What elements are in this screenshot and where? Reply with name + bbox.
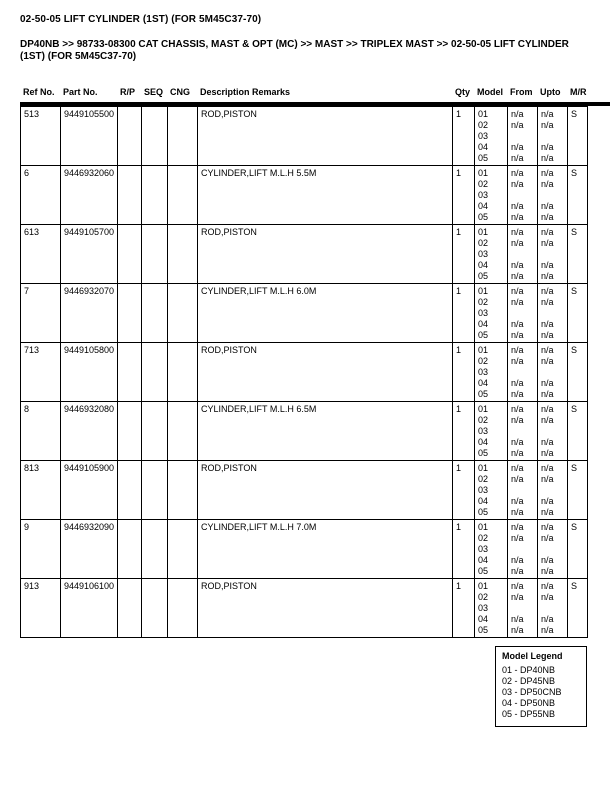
upto-cell-line: n/a: [541, 212, 554, 222]
model-legend-container: [20, 646, 587, 727]
from-cell: [508, 520, 538, 579]
upto-cell-line: n/a: [541, 592, 554, 602]
from-cell-line: [511, 131, 536, 142]
from-cell: [508, 343, 538, 402]
model-cell: [475, 461, 508, 520]
mr-value: S: [571, 463, 578, 473]
model-cell: [475, 107, 508, 166]
model-cell-line: 01: [478, 109, 489, 119]
upto-cell-line: n/a: [541, 271, 554, 281]
from-cell-line: [511, 485, 536, 496]
upto-cell-line: n/a: [541, 297, 554, 307]
upto-cell-line: n/a: [541, 120, 554, 130]
model-cell: [475, 284, 508, 343]
mr-cell: [568, 343, 588, 402]
from-cell: [508, 284, 538, 343]
description-cell: CYLINDER,LIFT M.L.H 6.0M: [198, 284, 453, 343]
upto-cell-line: n/a: [541, 356, 554, 366]
qty-cell: 1: [453, 225, 475, 284]
seq-cell: [142, 225, 168, 284]
from-cell-line: n/a: [511, 592, 524, 602]
from-cell-line: [511, 249, 536, 260]
model-cell-line: 03: [478, 308, 489, 318]
model-legend-item: 05 - DP55NB: [502, 709, 556, 719]
upto-cell-line: [541, 249, 566, 260]
from-cell-line: n/a: [511, 437, 524, 447]
model-cell-line: 02: [478, 356, 489, 366]
from-cell: [508, 225, 538, 284]
upto-cell-line: n/a: [541, 179, 554, 189]
from-cell-line: n/a: [511, 389, 524, 399]
model-cell-line: 05: [478, 389, 489, 399]
column-header: Description Remarks: [200, 87, 291, 97]
from-cell: [508, 461, 538, 520]
model-cell-line: 05: [478, 271, 489, 281]
mr-cell: [568, 579, 588, 638]
mr-value: S: [571, 345, 578, 355]
table-row: [21, 520, 588, 579]
upto-cell-line: n/a: [541, 201, 554, 211]
model-cell-line: 04: [478, 555, 489, 565]
from-cell-line: [511, 190, 536, 201]
model-legend-item: 02 - DP45NB: [502, 676, 556, 686]
part-no-cell: 9449105700: [61, 225, 118, 284]
table-header-row: [20, 87, 587, 100]
model-cell-line: 03: [478, 544, 489, 554]
mr-cell: [568, 107, 588, 166]
model-cell: [475, 166, 508, 225]
from-cell-line: n/a: [511, 260, 524, 270]
upto-cell-line: [541, 131, 566, 142]
model-cell-line: 02: [478, 415, 489, 425]
seq-cell: [142, 166, 168, 225]
column-header: Upto: [540, 87, 561, 97]
cng-cell: [168, 402, 198, 461]
column-header: M/R: [570, 87, 587, 97]
rp-cell: [118, 343, 142, 402]
model-cell-line: 01: [478, 345, 489, 355]
upto-cell-line: n/a: [541, 404, 554, 414]
ref-no-cell: 7: [21, 284, 61, 343]
from-cell-line: n/a: [511, 448, 524, 458]
upto-cell-line: n/a: [541, 625, 554, 635]
mr-cell: [568, 461, 588, 520]
upto-cell-line: n/a: [541, 168, 554, 178]
model-cell-line: 03: [478, 367, 489, 377]
cng-cell: [168, 225, 198, 284]
rp-cell: [118, 225, 142, 284]
mr-value: S: [571, 404, 578, 414]
model-cell-line: 02: [478, 533, 489, 543]
from-cell-line: [511, 308, 536, 319]
part-no-cell: 9446932060: [61, 166, 118, 225]
mr-cell: [568, 284, 588, 343]
mr-value: S: [571, 168, 578, 178]
parts-table-body: [21, 107, 588, 638]
model-cell-line: 04: [478, 496, 489, 506]
description-cell: CYLINDER,LIFT M.L.H 6.5M: [198, 402, 453, 461]
part-no-cell: 9446932070: [61, 284, 118, 343]
qty-cell: 1: [453, 520, 475, 579]
model-cell-line: 01: [478, 463, 489, 473]
description-cell: ROD,PISTON: [198, 579, 453, 638]
model-cell: [475, 343, 508, 402]
part-no-cell: 9449105800: [61, 343, 118, 402]
upto-cell-line: n/a: [541, 566, 554, 576]
model-cell-line: 01: [478, 168, 489, 178]
description-cell: ROD,PISTON: [198, 461, 453, 520]
model-cell-line: 02: [478, 120, 489, 130]
part-no-cell: 9449105500: [61, 107, 118, 166]
model-cell-line: 03: [478, 485, 489, 495]
cng-cell: [168, 579, 198, 638]
upto-cell-line: n/a: [541, 415, 554, 425]
model-cell: [475, 225, 508, 284]
page-title: 02-50-05 LIFT CYLINDER (1ST) (FOR 5M45C37-70): [20, 14, 262, 25]
from-cell-line: [511, 426, 536, 437]
from-cell-line: n/a: [511, 286, 524, 296]
table-row: [21, 461, 588, 520]
description-cell: ROD,PISTON: [198, 343, 453, 402]
table-row: [21, 225, 588, 284]
upto-cell: [538, 520, 568, 579]
from-cell-line: n/a: [511, 555, 524, 565]
from-cell-line: n/a: [511, 507, 524, 517]
upto-cell-line: n/a: [541, 533, 554, 543]
from-cell-line: n/a: [511, 463, 524, 473]
cng-cell: [168, 461, 198, 520]
upto-cell: [538, 284, 568, 343]
qty-cell: 1: [453, 579, 475, 638]
from-cell-line: n/a: [511, 109, 524, 119]
model-cell-line: 03: [478, 249, 489, 259]
qty-cell: 1: [453, 166, 475, 225]
description-cell: CYLINDER,LIFT M.L.H 5.5M: [198, 166, 453, 225]
cng-cell: [168, 284, 198, 343]
seq-cell: [142, 107, 168, 166]
seq-cell: [142, 284, 168, 343]
table-row: [21, 284, 588, 343]
upto-cell-line: [541, 426, 566, 437]
cng-cell: [168, 166, 198, 225]
model-cell: [475, 579, 508, 638]
upto-cell-line: n/a: [541, 507, 554, 517]
upto-cell-line: [541, 544, 566, 555]
from-cell-line: n/a: [511, 142, 524, 152]
mr-cell: [568, 166, 588, 225]
mr-value: S: [571, 109, 578, 119]
seq-cell: [142, 461, 168, 520]
upto-cell-line: n/a: [541, 581, 554, 591]
model-cell-line: 03: [478, 190, 489, 200]
model-legend-item: 04 - DP50NB: [502, 698, 556, 708]
upto-cell-line: [541, 190, 566, 201]
model-cell-line: 04: [478, 260, 489, 270]
parts-table: [20, 106, 588, 638]
cng-cell: [168, 520, 198, 579]
qty-cell: 1: [453, 343, 475, 402]
upto-cell: [538, 461, 568, 520]
ref-no-cell: 8: [21, 402, 61, 461]
from-cell-line: n/a: [511, 168, 524, 178]
from-cell-line: n/a: [511, 271, 524, 281]
table-row: [21, 166, 588, 225]
from-cell-line: n/a: [511, 330, 524, 340]
upto-cell-line: n/a: [541, 437, 554, 447]
upto-cell: [538, 402, 568, 461]
model-cell-line: 02: [478, 238, 489, 248]
from-cell-line: n/a: [511, 179, 524, 189]
cng-cell: [168, 343, 198, 402]
from-cell-line: n/a: [511, 120, 524, 130]
table-row: [21, 343, 588, 402]
upto-cell-line: n/a: [541, 319, 554, 329]
upto-cell-line: n/a: [541, 330, 554, 340]
upto-cell-line: n/a: [541, 614, 554, 624]
from-cell: [508, 107, 538, 166]
upto-cell-line: [541, 603, 566, 614]
upto-cell-line: n/a: [541, 286, 554, 296]
model-cell-line: 03: [478, 603, 489, 613]
model-cell-line: 01: [478, 286, 489, 296]
upto-cell-line: n/a: [541, 153, 554, 163]
model-cell-line: 04: [478, 142, 489, 152]
from-cell-line: n/a: [511, 297, 524, 307]
description-cell: ROD,PISTON: [198, 107, 453, 166]
model-legend-item: 01 - DP40NB: [502, 665, 556, 675]
upto-cell: [538, 343, 568, 402]
ref-no-cell: 613: [21, 225, 61, 284]
seq-cell: [142, 520, 168, 579]
from-cell-line: n/a: [511, 496, 524, 506]
cng-cell: [168, 107, 198, 166]
ref-no-cell: 513: [21, 107, 61, 166]
part-no-cell: 9449106100: [61, 579, 118, 638]
from-cell-line: n/a: [511, 474, 524, 484]
upto-cell: [538, 166, 568, 225]
upto-cell-line: n/a: [541, 496, 554, 506]
model-cell-line: 05: [478, 330, 489, 340]
model-cell-line: 05: [478, 566, 489, 576]
model-cell-line: 02: [478, 474, 489, 484]
part-no-cell: 9446932090: [61, 520, 118, 579]
part-no-cell: 9449105900: [61, 461, 118, 520]
rp-cell: [118, 520, 142, 579]
from-cell-line: [511, 603, 536, 614]
ref-no-cell: 913: [21, 579, 61, 638]
qty-cell: 1: [453, 402, 475, 461]
from-cell: [508, 579, 538, 638]
model-cell-line: 05: [478, 507, 489, 517]
model-cell: [475, 520, 508, 579]
model-legend-items: [502, 665, 580, 720]
mr-value: S: [571, 522, 578, 532]
column-header: From: [510, 87, 533, 97]
rp-cell: [118, 402, 142, 461]
seq-cell: [142, 579, 168, 638]
ref-no-cell: 713: [21, 343, 61, 402]
from-cell-line: n/a: [511, 625, 524, 635]
model-cell-line: 05: [478, 153, 489, 163]
model-legend-item: 03 - DP50CNB: [502, 687, 562, 697]
from-cell-line: n/a: [511, 201, 524, 211]
rp-cell: [118, 166, 142, 225]
table-row: [21, 579, 588, 638]
column-header: R/P: [120, 87, 136, 97]
upto-cell-line: [541, 308, 566, 319]
upto-cell-line: n/a: [541, 463, 554, 473]
from-cell-line: n/a: [511, 153, 524, 163]
upto-cell-line: n/a: [541, 522, 554, 532]
ref-no-cell: 813: [21, 461, 61, 520]
model-cell-line: 02: [478, 592, 489, 602]
column-header: SEQ: [144, 87, 164, 97]
from-cell-line: n/a: [511, 212, 524, 222]
column-header: Ref No.: [23, 87, 55, 97]
model-cell-line: 04: [478, 378, 489, 388]
upto-cell: [538, 579, 568, 638]
from-cell-line: n/a: [511, 614, 524, 624]
upto-cell-line: n/a: [541, 109, 554, 119]
rp-cell: [118, 107, 142, 166]
column-header: Model: [477, 87, 503, 97]
description-cell: ROD,PISTON: [198, 225, 453, 284]
upto-cell-line: [541, 485, 566, 496]
model-cell-line: 01: [478, 581, 489, 591]
part-no-cell: 9446932080: [61, 402, 118, 461]
from-cell-line: n/a: [511, 415, 524, 425]
from-cell-line: n/a: [511, 581, 524, 591]
upto-cell-line: n/a: [541, 555, 554, 565]
description-cell: CYLINDER,LIFT M.L.H 7.0M: [198, 520, 453, 579]
table-row: [21, 107, 588, 166]
column-header: Qty: [455, 87, 471, 97]
from-cell-line: n/a: [511, 319, 524, 329]
model-cell-line: 03: [478, 426, 489, 436]
breadcrumb: DP40NB >> 98733-08300 CAT CHASSIS, MAST & OPT (MC) >> MAST >> TRIPLEX MAST >> 02-50-05 LIFT CYLINDER (1ST) (FOR 5M45C37-70): [20, 39, 569, 62]
from-cell-line: n/a: [511, 356, 524, 366]
model-cell-line: 01: [478, 227, 489, 237]
qty-cell: 1: [453, 284, 475, 343]
mr-value: S: [571, 581, 578, 591]
model-cell: [475, 402, 508, 461]
from-cell-line: n/a: [511, 404, 524, 414]
from-cell-line: n/a: [511, 378, 524, 388]
model-cell-line: 02: [478, 179, 489, 189]
model-cell-line: 04: [478, 319, 489, 329]
column-header: CNG: [170, 87, 190, 97]
upto-cell-line: n/a: [541, 389, 554, 399]
upto-cell-line: n/a: [541, 238, 554, 248]
model-cell-line: 05: [478, 448, 489, 458]
upto-cell-line: n/a: [541, 345, 554, 355]
ref-no-cell: 6: [21, 166, 61, 225]
upto-cell-line: n/a: [541, 474, 554, 484]
upto-cell: [538, 107, 568, 166]
from-cell-line: n/a: [511, 533, 524, 543]
model-cell-line: 05: [478, 625, 489, 635]
rp-cell: [118, 284, 142, 343]
model-legend: [495, 646, 587, 727]
upto-cell-line: n/a: [541, 378, 554, 388]
from-cell-line: n/a: [511, 227, 524, 237]
model-cell-line: 01: [478, 522, 489, 532]
model-cell-line: 04: [478, 614, 489, 624]
model-legend-title: Model Legend: [502, 651, 563, 661]
upto-cell-line: n/a: [541, 448, 554, 458]
upto-cell-line: n/a: [541, 260, 554, 270]
upto-cell-line: n/a: [541, 142, 554, 152]
from-cell: [508, 166, 538, 225]
mr-value: S: [571, 286, 578, 296]
rp-cell: [118, 579, 142, 638]
table-row: [21, 402, 588, 461]
upto-cell-line: [541, 367, 566, 378]
model-cell-line: 05: [478, 212, 489, 222]
qty-cell: 1: [453, 107, 475, 166]
upto-cell: [538, 225, 568, 284]
mr-cell: [568, 225, 588, 284]
from-cell-line: [511, 367, 536, 378]
rp-cell: [118, 461, 142, 520]
from-cell-line: [511, 544, 536, 555]
mr-cell: [568, 520, 588, 579]
from-cell-line: n/a: [511, 566, 524, 576]
seq-cell: [142, 343, 168, 402]
qty-cell: 1: [453, 461, 475, 520]
upto-cell-line: n/a: [541, 227, 554, 237]
from-cell: [508, 402, 538, 461]
model-cell-line: 01: [478, 404, 489, 414]
seq-cell: [142, 402, 168, 461]
mr-value: S: [571, 227, 578, 237]
model-cell-line: 03: [478, 131, 489, 141]
column-header: Part No.: [63, 87, 98, 97]
model-cell-line: 04: [478, 437, 489, 447]
mr-cell: [568, 402, 588, 461]
from-cell-line: n/a: [511, 522, 524, 532]
from-cell-line: n/a: [511, 238, 524, 248]
from-cell-line: n/a: [511, 345, 524, 355]
model-cell-line: 02: [478, 297, 489, 307]
ref-no-cell: 9: [21, 520, 61, 579]
model-cell-line: 04: [478, 201, 489, 211]
